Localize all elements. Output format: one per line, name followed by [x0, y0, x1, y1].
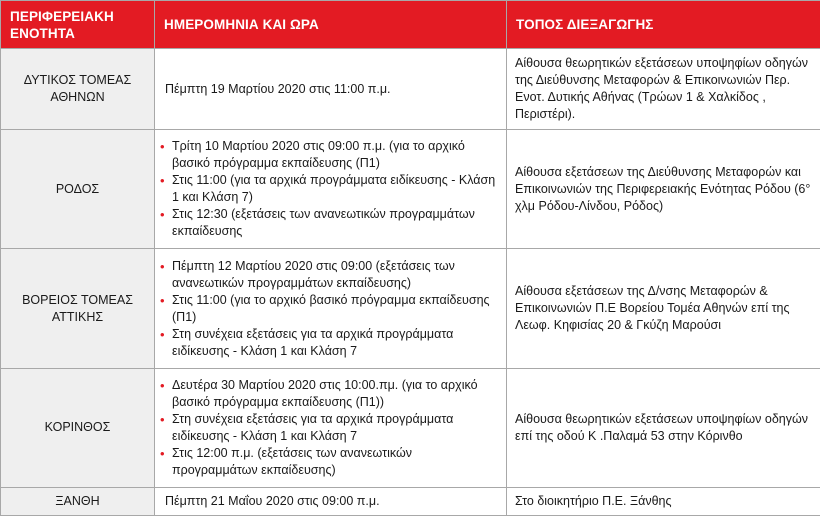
place-cell: Αίθουσα θεωρητικών εξετάσεων υποψηφίων οδηγών της Διεύθυνσης Μεταφορών & Επικοινωνιών Περ. Ενοτ. Δυτικής Αθήνας (Τρώων 1 & Χαλκίδος , Περιστέρι). [507, 49, 820, 130]
list-item: • Στις 11:00 (για τα αρχικά προγράμματα ειδίκευσης - Κλάση 1 και Κλάση 7) [160, 173, 496, 205]
list-item: • Δευτέρα 30 Μαρτίου 2020 στις 10:00.πμ. (για το αρχικό βασικό πρόγραμμα εκπαίδευσης (Π1)) [160, 377, 478, 409]
red-bullet-icon: • [160, 445, 165, 461]
red-bullet-icon: • [160, 326, 165, 342]
schedule-list [159, 377, 498, 479]
region-cell: ΚΟΡΙΝΘΟΣ [1, 368, 155, 487]
list-item: • Στη συνέχεια εξετάσεις για τα αρχικά προγράμματα ειδίκευσης - Κλάση 1 και Κλάση 7 [160, 326, 454, 358]
header-datetime: ΗΜΕΡΟΜΗΝΙΑ ΚΑΙ ΩΡΑ [155, 1, 507, 49]
red-bullet-icon: • [160, 258, 165, 274]
region-cell: ΔΥΤΙΚΟΣ ΤΟΜΕΑΣ ΑΘΗΝΩΝ [1, 49, 155, 130]
list-item: • Πέμπτη 12 Μαρτίου 2020 στις 09:00 (εξετάσεις των ανανεωτικών προγραμμάτων εκπαίδευσης) [160, 258, 455, 290]
red-bullet-icon: • [160, 411, 165, 427]
red-bullet-icon: • [160, 139, 165, 155]
datetime-cell: Πέμπτη 21 Μαΐου 2020 στις 09:00 π.μ. [155, 487, 507, 515]
region-cell: ΞΑΝΘΗ [1, 487, 155, 515]
list-item: • Στη συνέχεια εξετάσεις για τα αρχικά προγράμματα ειδίκευσης - Κλάση 1 και Κλάση 7 [160, 411, 454, 443]
red-bullet-icon: • [160, 292, 165, 308]
table-row [1, 368, 820, 487]
region-cell: ΒΟΡΕΙΟΣ ΤΟΜΕΑΣ ΑΤΤΙΚΗΣ [1, 249, 155, 368]
table-row [1, 130, 820, 249]
table-row [1, 487, 820, 515]
red-bullet-icon: • [160, 377, 165, 393]
header-place: ΤΟΠΟΣ ΔΙΕΞΑΓΩΓΗΣ [507, 1, 820, 49]
table-row [1, 49, 820, 130]
list-item: • Στις 11:00 (για το αρχικό βασικό πρόγραμμα εκπαίδευσης (Π1) [160, 292, 490, 324]
red-bullet-icon: • [160, 207, 165, 223]
datetime-cell [155, 130, 507, 249]
schedule-list [159, 138, 498, 240]
schedule-list [159, 258, 498, 360]
datetime-cell [155, 249, 507, 368]
region-cell: ΡΟΔΟΣ [1, 130, 155, 249]
place-cell: Αίθουσα εξετάσεων της Δ/νσης Μεταφορών & Επικοινωνιών Π.Ε Βορείου Τομέα Αθηνών επί της Λεωφ. Κηφισίας 20 & Γκύζη Μαρούσι [507, 249, 820, 368]
list-item: • Στις 12:00 π.μ. (εξετάσεις των ανανεωτικών προγραμμάτων εκπαίδευσης) [160, 445, 412, 477]
datetime-cell [155, 368, 507, 487]
table-header-row [1, 1, 820, 49]
header-region: ΠΕΡΙΦΕΡΕΙΑΚΗ ΕΝΟΤΗΤΑ [1, 1, 155, 49]
red-bullet-icon: • [160, 173, 165, 189]
list-item: • Στις 12:30 (εξετάσεις των ανανεωτικών προγραμμάτων εκπαίδευσης [160, 207, 475, 239]
place-cell: Αίθουσα θεωρητικών εξετάσεων υποψηφίων οδηγών επί της οδού Κ .Παλαμά 53 στην Κόρινθο [507, 368, 820, 487]
datetime-cell: Πέμπτη 19 Μαρτίου 2020 στις 11:00 π.μ. [155, 49, 507, 130]
place-cell: Στο διοικητήριο Π.Ε. Ξάνθης [507, 487, 820, 515]
place-cell: Αίθουσα εξετάσεων της Διεύθυνσης Μεταφορών και Επικοινωνιών της Περιφερειακής Ενότητας Ρόδου (6° χλμ Ρόδου-Λίνδου, Ρόδος) [507, 130, 820, 249]
list-item: • Τρίτη 10 Μαρτίου 2020 στις 09:00 π.μ. (για το αρχικό βασικό πρόγραμμα εκπαίδευσης (Π1) [160, 139, 465, 171]
table-row [1, 249, 820, 368]
